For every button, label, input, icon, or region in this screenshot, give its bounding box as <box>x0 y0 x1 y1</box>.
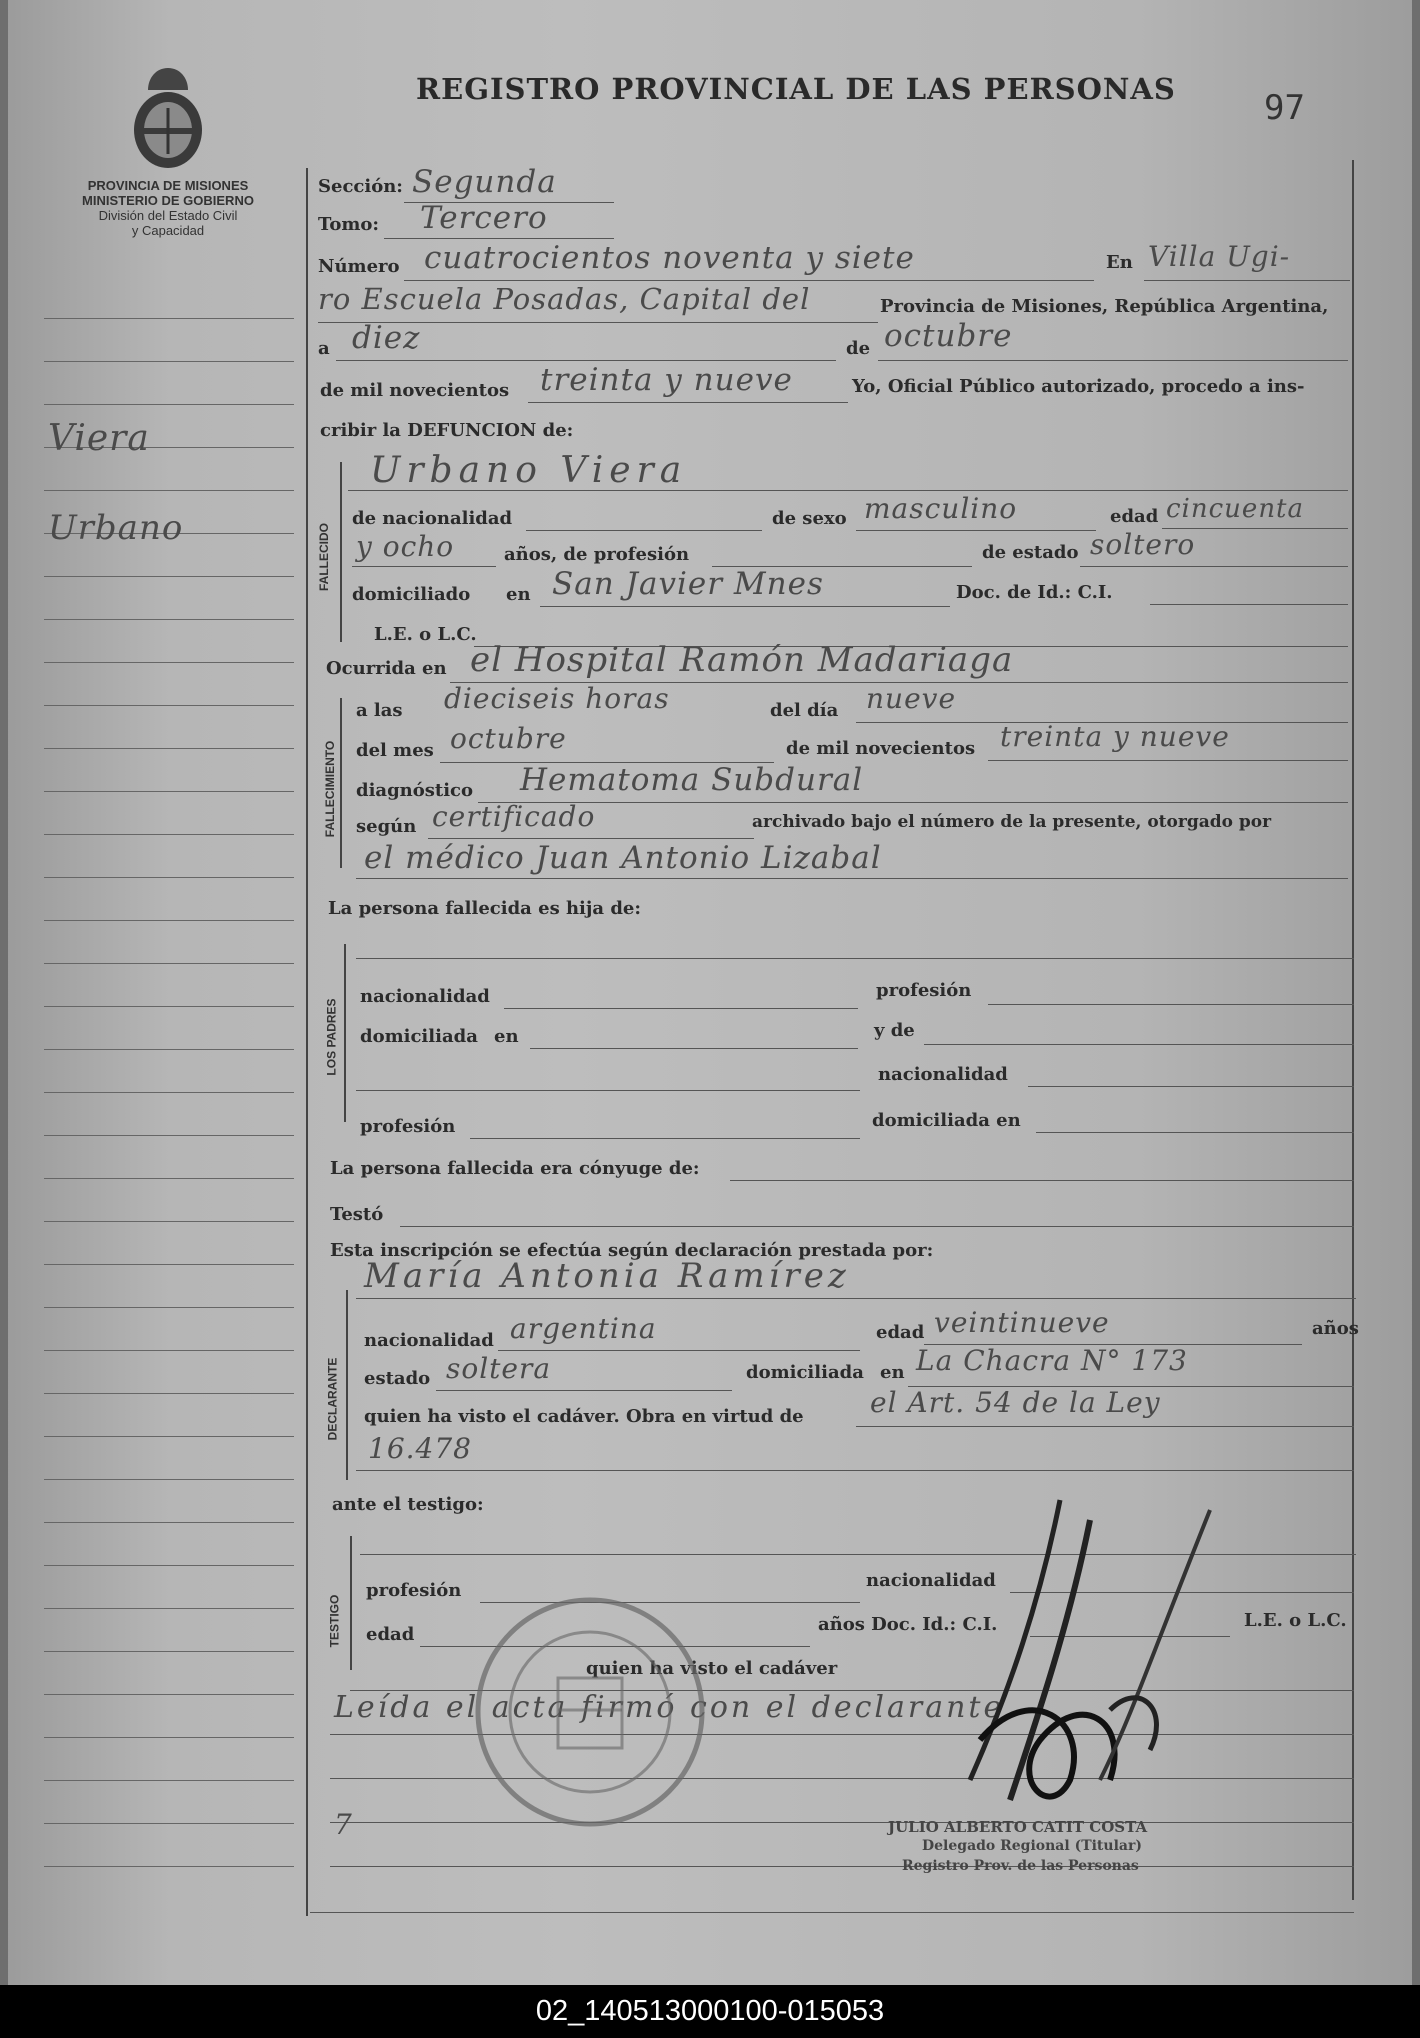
numero-value: cuatrocientos noventa y siete <box>424 240 915 276</box>
month-value: octubre <box>884 318 1013 354</box>
fallecido-doc-label: Doc. de Id.: C.I. <box>956 582 1113 603</box>
margin-rule <box>44 1522 294 1523</box>
ministry-line-3: División del Estado Civil <box>98 208 238 223</box>
padres-profesion-label: profesión <box>876 980 972 1001</box>
declarante-name-line <box>356 1298 1356 1299</box>
footnote-mark: 7 <box>334 1808 353 1841</box>
form-left-border <box>306 168 308 1916</box>
padres-nacionalidad-line-2 <box>1028 1086 1354 1087</box>
extra-line-3 <box>330 1866 1354 1867</box>
testo-label: Testó <box>330 1204 384 1225</box>
seccion-value: Segunda <box>412 164 557 200</box>
testigo-cadaver-label: quien ha visto el cadáver <box>586 1658 838 1679</box>
padres-nacionalidad-label: nacionalidad <box>360 986 490 1007</box>
en-label: En <box>1106 252 1133 273</box>
anio-value: treinta y nueve <box>1000 720 1230 753</box>
declarante-ley-value: 16.478 <box>368 1432 472 1465</box>
diagnostico-line <box>478 802 1348 803</box>
padres-en-label: en <box>494 1026 519 1047</box>
numero-line <box>404 280 1094 281</box>
padres-domicilio-line <box>530 1048 858 1049</box>
place-value: ro Escuela Posadas, Capital del <box>318 282 811 316</box>
official-seal-icon <box>470 1592 710 1832</box>
padres-profesion-label-2: profesión <box>360 1116 456 1137</box>
margin-rule <box>44 1737 294 1738</box>
page-edge-left <box>0 0 8 1985</box>
margin-rule <box>44 619 294 620</box>
padres-domiciliada-en-line <box>1036 1132 1354 1133</box>
official-office: Registro Prov. de las Personas <box>902 1858 1139 1874</box>
margin-rule <box>44 1479 294 1480</box>
margin-rule <box>44 1092 294 1093</box>
dia-value: nueve <box>866 682 957 715</box>
declarante-nacionalidad-value: argentina <box>510 1312 657 1345</box>
testigo-nacionalidad-label: nacionalidad <box>866 1570 996 1591</box>
year-line <box>528 402 848 403</box>
en-value: Villa Ugi- <box>1148 240 1291 273</box>
form-right-border <box>1352 160 1354 1900</box>
padres-extra-line <box>356 1090 860 1091</box>
official-title: Delegado Regional (Titular) <box>922 1838 1142 1854</box>
hora-value: dieciseis horas <box>444 682 670 715</box>
padres-label: LOS PADRES <box>324 998 339 1076</box>
ocurrida-label: Ocurrida en <box>326 658 447 679</box>
medico-line <box>356 878 1348 879</box>
en-line <box>1144 280 1350 281</box>
margin-rule <box>44 1350 294 1351</box>
month-line <box>878 360 1348 361</box>
declarante-edad-value: veintinueve <box>934 1306 1110 1339</box>
margin-rule <box>44 662 294 663</box>
margin-rule <box>44 1608 294 1609</box>
margin-rule <box>44 748 294 749</box>
margin-rule <box>44 1135 294 1136</box>
fallecido-nacionalidad-line <box>526 530 762 531</box>
segun-label: según <box>356 816 417 837</box>
form-bottom-line <box>310 1912 1354 1913</box>
day-value: diez <box>352 320 421 356</box>
page-number: 97 <box>1264 88 1305 128</box>
fallecido-nacionalidad-label: de nacionalidad <box>352 508 513 529</box>
fallecido-le-label: L.E. o L.C. <box>374 624 477 645</box>
margin-rule <box>44 318 294 319</box>
padres-bracket <box>344 944 346 1122</box>
year-label: de mil novecientos <box>320 380 510 401</box>
declarante-obra-value: el Art. 54 de la Ley <box>870 1386 1161 1419</box>
margin-rule <box>44 1694 294 1695</box>
segun-line <box>428 838 754 839</box>
coat-of-arms-icon <box>126 60 210 170</box>
margin-given-name: Urbano <box>48 508 184 548</box>
testigo-anos-doc-label: años Doc. Id.: C.I. <box>818 1614 998 1635</box>
fallecido-estado-label: de estado <box>982 542 1079 563</box>
testigo-le-label: L.E. o L.C. <box>1244 1610 1347 1631</box>
fallecido-sexo-line <box>856 530 1096 531</box>
archivado-label: archivado bajo el número de la presente, otorgado por <box>752 812 1272 832</box>
margin-rule <box>44 1436 294 1437</box>
testigo-profesion-label: profesión <box>366 1580 462 1601</box>
ministry-line-2: MINISTERIO DE GOBIERNO <box>82 193 254 208</box>
fallecido-edad-value: cincuenta <box>1166 494 1305 524</box>
a-las-label: a las <box>356 700 403 721</box>
declarante-bracket <box>346 1290 348 1480</box>
ministry-line-4: y Capacidad <box>131 223 205 238</box>
margin-rule <box>44 1049 294 1050</box>
margin-rule <box>44 963 294 964</box>
padres-profesion-line <box>988 1004 1354 1005</box>
de-label: de <box>846 338 871 359</box>
margin-rule <box>44 1178 294 1179</box>
fallecido-sexo-value: masculino <box>864 492 1018 525</box>
fallecido-name: Urbano Viera <box>370 450 688 491</box>
declarante-nacionalidad-line <box>498 1350 860 1351</box>
seccion-label: Sección: <box>318 176 403 197</box>
fallecido-bracket <box>340 462 342 642</box>
declarante-label: DECLARANTE <box>325 1357 340 1441</box>
margin-rule <box>44 1651 294 1652</box>
declarante-anos-label: años <box>1312 1318 1359 1339</box>
page-edge-right <box>1412 0 1420 1985</box>
ministry-block <box>38 178 298 238</box>
leida-value: Leída el acta firmó con el declarante <box>334 1690 1005 1725</box>
tomo-line <box>384 238 614 239</box>
margin-rule <box>44 920 294 921</box>
fallecido-estado-value: soltero <box>1090 528 1196 561</box>
margin-surname: Viera <box>48 418 150 459</box>
declarante-obra-line <box>856 1426 1354 1427</box>
margin-rule <box>44 791 294 792</box>
declarante-domicilio-value: La Chacra N° 173 <box>916 1344 1188 1377</box>
fallecido-edad-label: edad <box>1110 506 1159 527</box>
padres-domiciliada-en-label: domiciliada en <box>872 1110 1021 1131</box>
fallecido-estado-line <box>1080 566 1348 567</box>
day-line <box>336 360 836 361</box>
year-value: treinta y nueve <box>540 362 793 398</box>
margin-rule <box>44 1221 294 1222</box>
oficial-label: Yo, Oficial Público autorizado, procedo a ins- <box>852 376 1305 397</box>
declarante-estado-line <box>436 1390 732 1391</box>
dia-label: del día <box>770 700 839 721</box>
fallecimiento-bracket <box>340 698 342 868</box>
margin-rule <box>44 834 294 835</box>
margin-rule <box>44 1307 294 1308</box>
fallecido-domicilio-line <box>540 606 950 607</box>
margin-rule <box>44 576 294 577</box>
padres-domiciliada-label: domiciliada <box>360 1026 478 1047</box>
declarante-name: María Antonia Ramírez <box>364 1256 850 1296</box>
margin-rule <box>44 1393 294 1394</box>
margin-rule <box>44 1780 294 1781</box>
declarante-ley-line <box>356 1470 1354 1471</box>
official-name: JULIO ALBERTO CATIT COSTA <box>888 1818 1148 1836</box>
medico-value: el médico Juan Antonio Lizabal <box>364 840 882 876</box>
conyuge-label: La persona fallecida era cónyuge de: <box>330 1158 700 1179</box>
scan-footer: 02_140513000100-015053 <box>0 1985 1420 2038</box>
testigo-edad-label: edad <box>366 1624 415 1645</box>
anio-label: de mil novecientos <box>786 738 976 759</box>
margin-rule <box>44 404 294 405</box>
diagnostico-value: Hematoma Subdural <box>520 762 864 798</box>
margin-rule <box>44 1264 294 1265</box>
padres-nacionalidad-line <box>504 1008 858 1009</box>
a-label: a <box>318 338 330 359</box>
fallecimiento-label: FALLECIMIENTO <box>323 740 338 838</box>
fallecido-anos-label: años, de profesión <box>504 544 690 565</box>
fallecido-sexo-label: de sexo <box>772 508 847 529</box>
padres-profesion-line-2 <box>470 1138 860 1139</box>
madre-name-line <box>924 1044 1354 1045</box>
declarante-nacionalidad-label: nacionalidad <box>364 1330 494 1351</box>
margin-rule <box>44 1006 294 1007</box>
inscripcion-label: Esta inscripción se efectúa según declaración prestada por: <box>330 1240 934 1261</box>
tomo-value: Tercero <box>420 200 548 236</box>
numero-label: Número <box>318 256 400 277</box>
testigo-label: TESTIGO <box>327 1594 342 1648</box>
declarante-en-label: en <box>880 1362 905 1383</box>
padres-y-de-label: y de <box>874 1020 915 1041</box>
official-signature-icon <box>950 1480 1250 1820</box>
ante-label: ante el testigo: <box>332 1494 484 1515</box>
testo-line <box>400 1226 1354 1227</box>
declarante-estado-label: estado <box>364 1368 431 1389</box>
margin-rule <box>44 705 294 706</box>
mes-label: del mes <box>356 740 434 761</box>
ministry-line-1: PROVINCIA DE MISIONES <box>87 178 249 193</box>
margin-rule <box>44 490 294 491</box>
hija-label: La persona fallecida es hija de: <box>328 898 642 919</box>
fallecido-edad2-line <box>352 566 496 567</box>
declarante-cadaver-label: quien ha visto el cadáver. Obra en virtud de <box>364 1406 804 1427</box>
margin-rule <box>44 877 294 878</box>
document-title: REGISTRO PROVINCIAL DE LAS PERSONAS <box>416 72 1176 106</box>
conyuge-line <box>730 1180 1354 1181</box>
segun-value: certificado <box>432 800 596 833</box>
fallecido-domicilio-value: San Javier Mnes <box>552 566 824 602</box>
anio-line <box>988 760 1348 761</box>
declarante-domiciliada-label: domiciliada <box>746 1362 864 1383</box>
diagnostico-label: diagnóstico <box>356 780 474 801</box>
fallecido-en-label: en <box>506 584 531 605</box>
provincia-label: Provincia de Misiones, República Argentina, <box>880 296 1329 317</box>
fallecido-domiciliado-label: domiciliado <box>352 584 471 605</box>
margin-rule <box>44 1823 294 1824</box>
declarante-estado-value: soltera <box>446 1352 552 1385</box>
fallecido-doc-line <box>1150 604 1348 605</box>
margin-rule <box>44 1565 294 1566</box>
fallecido-label: FALLECIDO <box>317 523 331 591</box>
padres-nacionalidad-label-2: nacionalidad <box>878 1064 1008 1085</box>
margin-rule <box>44 1866 294 1867</box>
margin-rule <box>44 361 294 362</box>
declarante-edad-label: edad <box>876 1322 925 1343</box>
tomo-label: Tomo: <box>318 214 380 235</box>
mes-value: octubre <box>450 722 567 755</box>
fallecido-edad-value-2: y ocho <box>356 530 455 563</box>
inscribir-label: cribir la DEFUNCION de: <box>320 420 574 441</box>
padre-name-line <box>356 958 1354 959</box>
testigo-bracket <box>350 1536 352 1670</box>
ocurrida-value: el Hospital Ramón Madariaga <box>470 640 1014 680</box>
